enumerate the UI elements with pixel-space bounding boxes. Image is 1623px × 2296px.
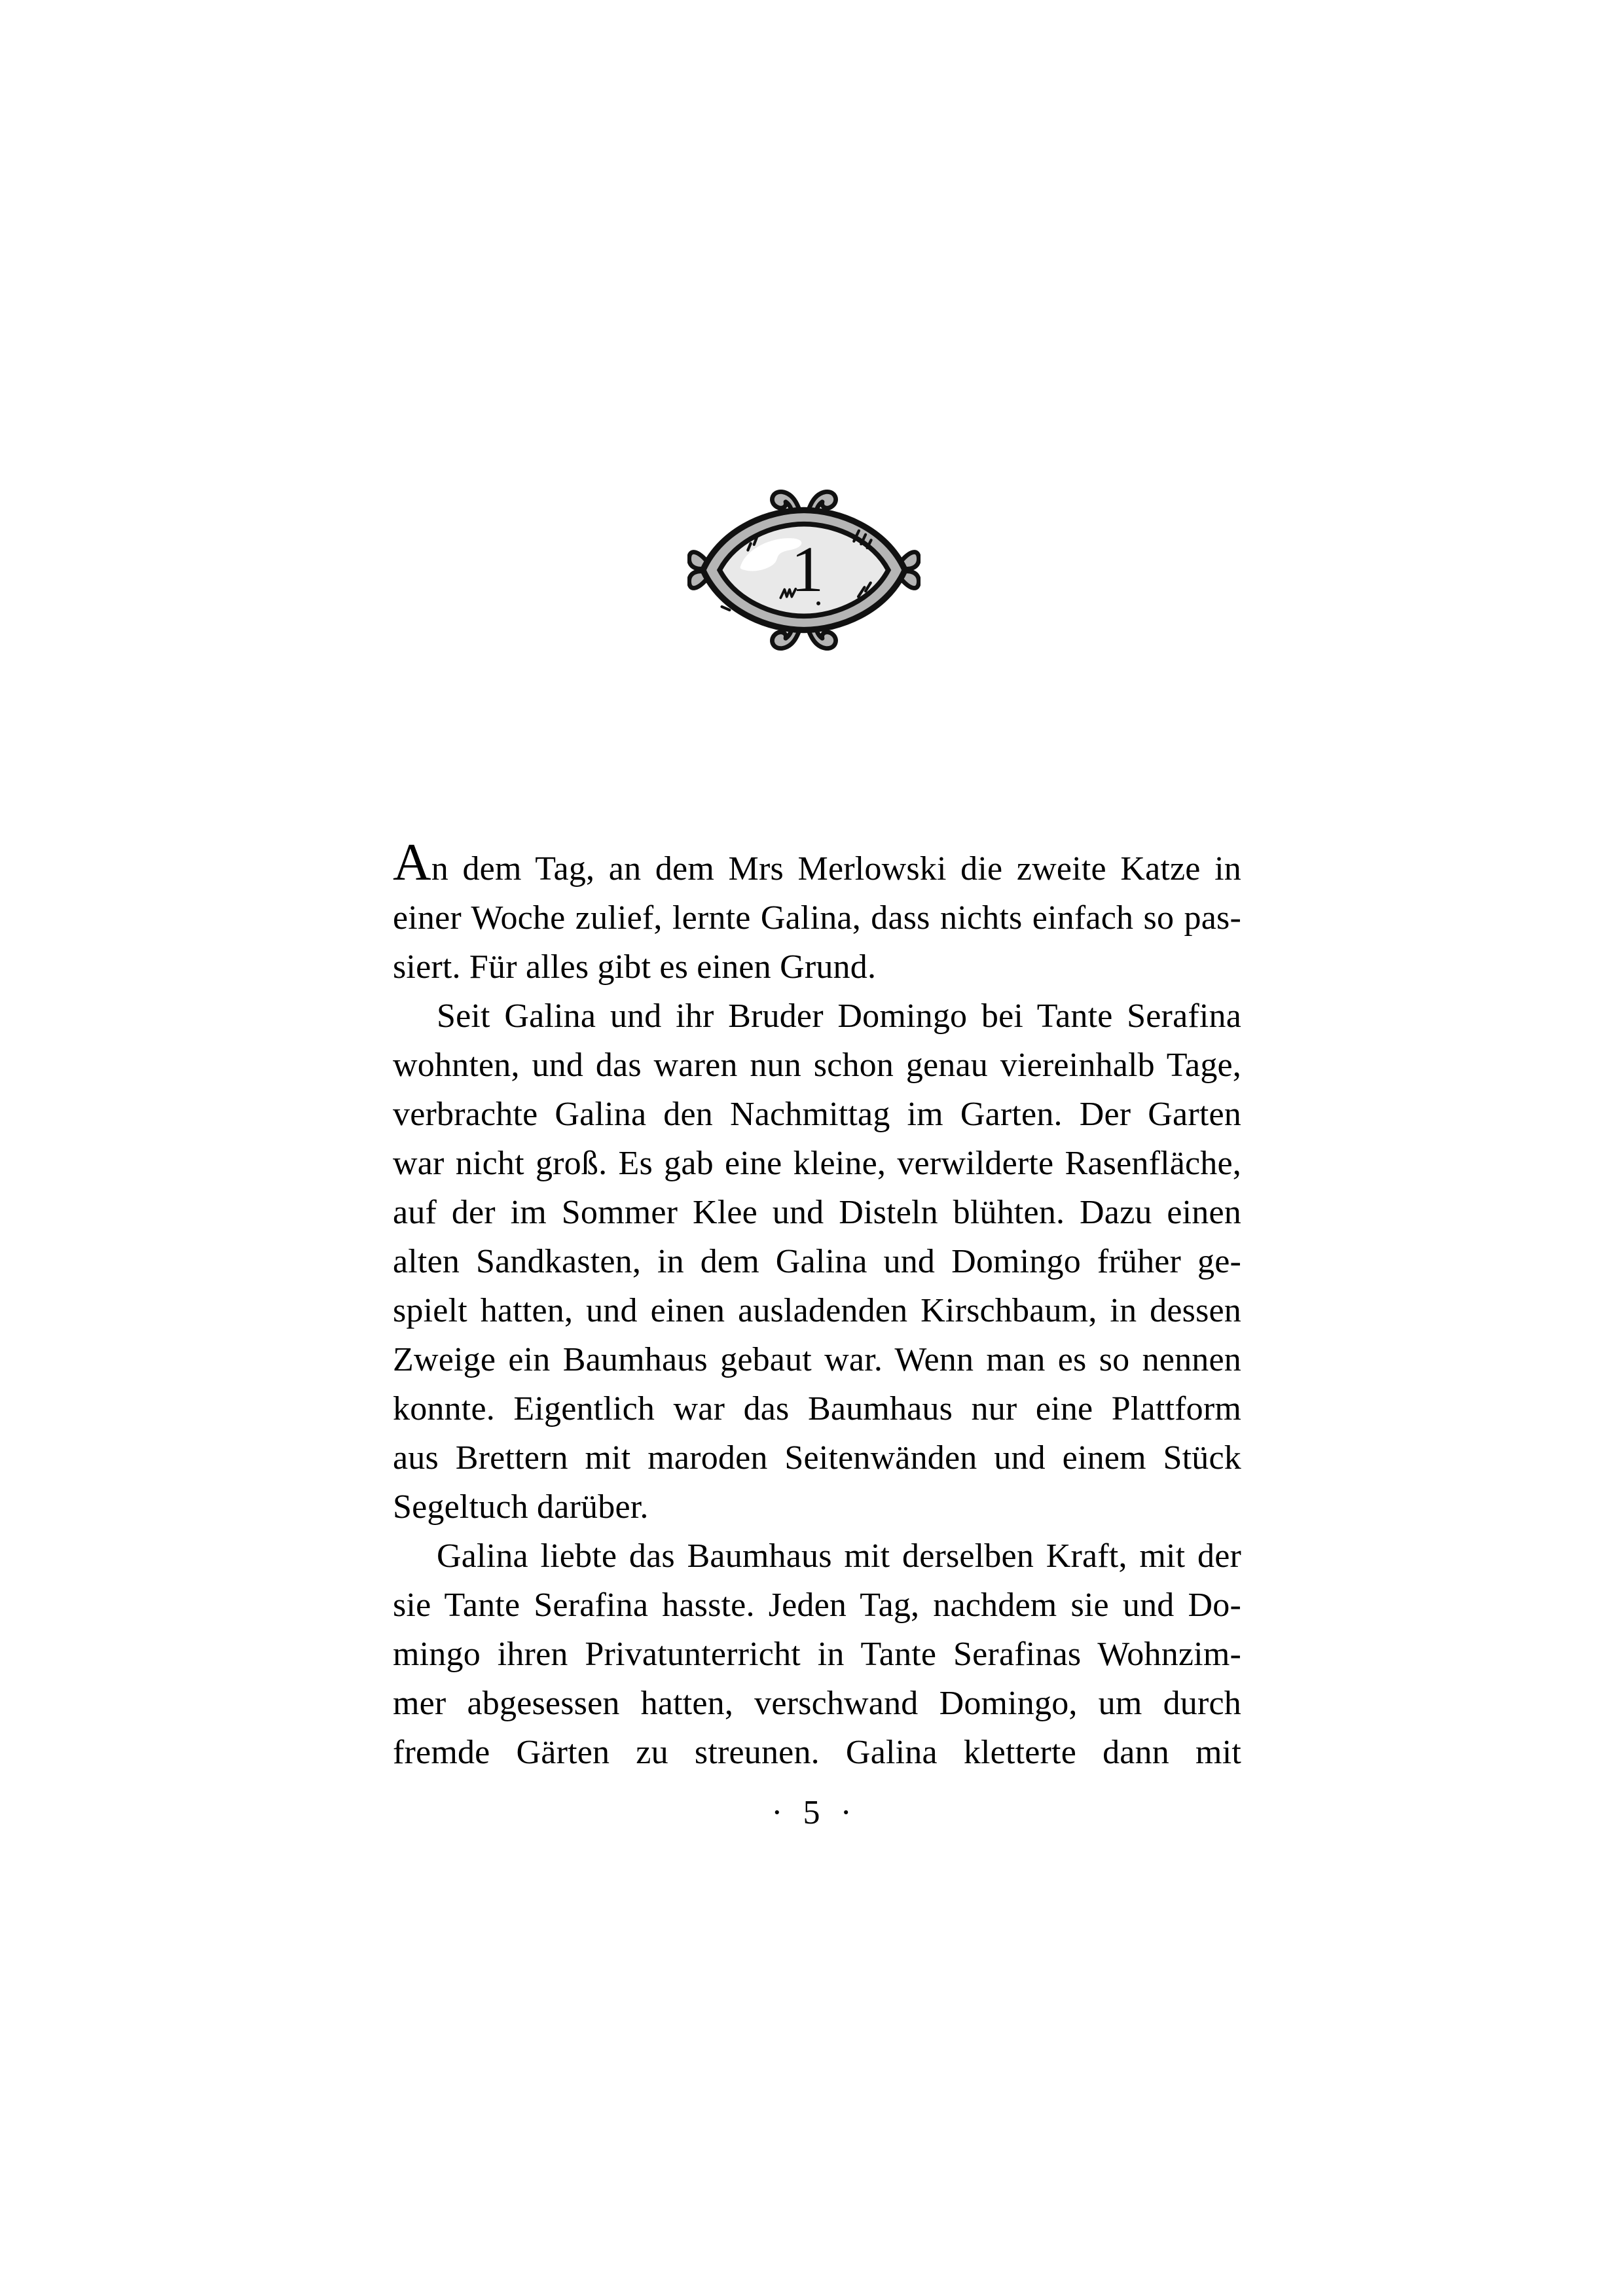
text-line: verbrachte Galina den Nachmittag im Garten. Der Garten (393, 1096, 1241, 1133)
text-line: wohnten, und das waren nun schon genau viereinhalb Tage, (393, 1047, 1241, 1084)
text-line: fremde Gärten zu streunen. Galina kletterte dann mit (393, 1734, 1241, 1771)
text-line: Zweige ein Baumhaus gebaut war. Wenn man es so nennen (393, 1341, 1241, 1378)
page-number: · 5 · (771, 1794, 852, 1831)
paragraph (393, 992, 1241, 1532)
text-block (393, 833, 1241, 1777)
text-line: auf der im Sommer Klee und Disteln blühten. Dazu einen (393, 1194, 1241, 1231)
drop-cap-initial: A (393, 833, 431, 891)
chapter-number: 1 (791, 533, 824, 606)
text-line: alten Sandkasten, in dem Galina und Domingo früher ge- (393, 1243, 1241, 1280)
text-line: aus Brettern mit maroden Seitenwänden und einem Stück (393, 1439, 1241, 1477)
text-line: einer Woche zulief, lernte Galina, dass nichts einfach so pas- (393, 899, 1241, 937)
text-line: Segeltuch darüber. (393, 1488, 649, 1526)
text-line: Galina liebte das Baumhaus mit derselben Kraft, mit der (437, 1537, 1241, 1575)
text-line: Seit Galina und ihr Bruder Domingo bei Tante Serafina (437, 997, 1241, 1035)
text-line: mer abgesessen hatten, verschwand Domingo, um durch (393, 1685, 1241, 1722)
paragraph (393, 833, 1241, 992)
text-line: mingo ihren Privatunterricht in Tante Serafinas Wohnzim- (393, 1636, 1241, 1673)
paragraph (393, 1532, 1241, 1777)
chapter-ornament-icon (687, 486, 921, 655)
chapter-ornament (687, 486, 921, 655)
page-footer (0, 1788, 1623, 1837)
text-line: siert. Für alles gibt es einen Grund. (393, 948, 877, 986)
text-line: spielt hatten, und einen ausladenden Kirschbaum, in dessen (393, 1292, 1241, 1329)
text-line: war nicht groß. Es gab eine kleine, verwilderte Rasenfläche, (393, 1145, 1241, 1182)
text-line: An dem Tag, an dem Mrs Merlowski die zweite Katze in (393, 833, 1241, 891)
text-line: konnte. Eigentlich war das Baumhaus nur eine Plattform (393, 1390, 1241, 1427)
text-line: sie Tante Serafina hasste. Jeden Tag, nachdem sie und Do- (393, 1587, 1241, 1624)
